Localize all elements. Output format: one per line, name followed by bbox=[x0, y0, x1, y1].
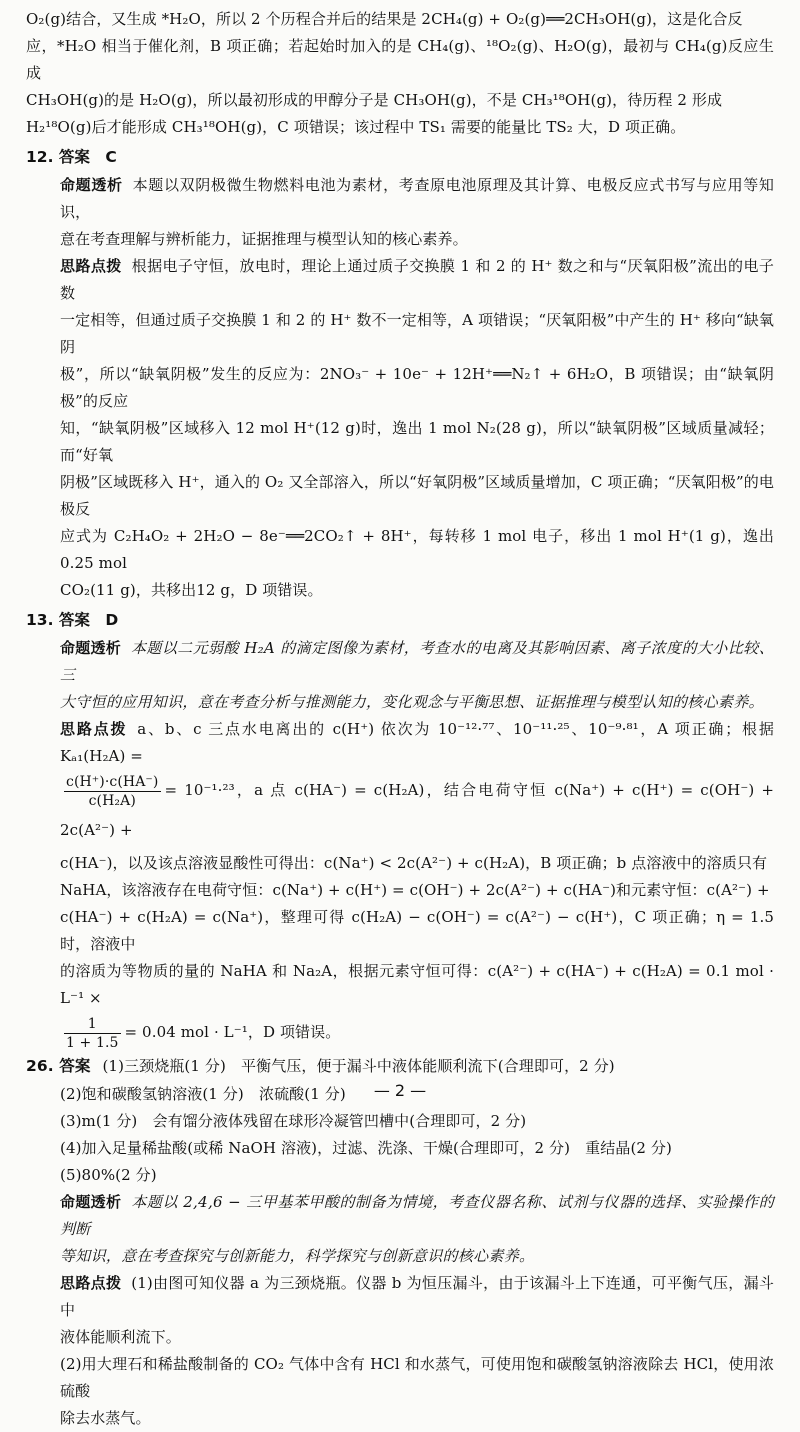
q13-mingti-cont: 大守恒的应用知识，意在考查分析与推测能力，变化观念与平衡思想、证据推理与模型认知的核心素养。 bbox=[60, 693, 764, 711]
silu-label: 思路点拨 bbox=[60, 720, 128, 738]
q12-silu-cont: 一定相等，但通过质子交换膜 1 和 2 的 H⁺ 数不一定相等，A 项错误；“厌氧阳极”中产生的 H⁺ 移向“缺氧阴 bbox=[60, 311, 774, 356]
ratio-fraction bbox=[64, 1015, 121, 1052]
q26-silu-cont: (2)用大理石和稀盐酸制备的 CO₂ 气体中含有 HCl 和水蒸气，可使用饱和碳酸氢钠溶液除去 HCl，使用浓硫酸 bbox=[60, 1355, 774, 1400]
q13-mingti-text: 本题以二元弱酸 H₂A 的滴定图像为素材，考查水的电离及其影响因素、离子浓度的大小比较、三 bbox=[60, 639, 775, 684]
fraction-numerator: 1 bbox=[64, 1015, 121, 1034]
q13-silu-text: = 0.04 mol · L⁻¹，D 项错误。 bbox=[124, 1023, 341, 1041]
q13-silu-cont: NaHA，该溶液存在电荷守恒：c(Na⁺) + c(H⁺) = c(OH⁻) + 2c(A²⁻) + c(HA⁻)和元素守恒：c(A²⁻) + bbox=[60, 881, 770, 899]
q11-line: 应，*H₂O 相当于催化剂，B 项正确；若起始时加入的是 CH₄(g)、¹⁸O₂(g)、H₂O(g)，最初与 CH₄(g)反应生成 bbox=[26, 37, 774, 82]
q26-answer-line bbox=[26, 1052, 774, 1081]
q13-mingti bbox=[26, 635, 774, 689]
q13-silu-text: a、b、c 三点水电离出的 c(H⁺) 依次为 10⁻¹²·⁷⁷、10⁻¹¹·²⁵、10⁻⁹·⁸¹，A 项正确；根据 Kₐ₁(H₂A) = bbox=[60, 720, 774, 765]
q13-heading: 13. 答案 D bbox=[26, 611, 119, 629]
q13-silu-cont: c(HA⁻) + c(H₂A) = c(Na⁺)，整理可得 c(H₂A) − c(OH⁻) = c(A²⁻) − c(H⁺)，C 项正确；η = 1.5 时，溶液中 bbox=[60, 908, 774, 953]
q12-silu-text: 根据电子守恒，放电时，理论上通过质子交换膜 1 和 2 的 H⁺ 数之和与“厌氧阳极”流出的电子数 bbox=[60, 257, 774, 302]
q26-silu-text: (1)由图可知仪器 a 为三颈烧瓶。仪器 b 为恒压漏斗，由于该漏斗上下连通，可平衡气压，漏斗中 bbox=[60, 1274, 774, 1319]
q13-silu-cont: c(HA⁻)，以及该点溶液显酸性可得出：c(Na⁺) < 2c(A²⁻) + c(H₂A)，B 项正确；b 点溶液中的溶质只有 bbox=[60, 854, 768, 872]
fraction-denominator: c(H₂A) bbox=[88, 792, 136, 809]
q13-silu-fraction-line bbox=[26, 770, 774, 850]
fraction-denominator: 1 + 1.5 bbox=[66, 1034, 119, 1051]
silu-label: 思路点拨 bbox=[60, 1274, 122, 1292]
q26-silu-cont: 液体能顺利流下。 bbox=[60, 1328, 181, 1346]
mingti-label: 命题透析 bbox=[60, 1193, 122, 1211]
q12-silu-cont: 极”，所以“缺氧阴极”发生的反应为：2NO₃⁻ + 10e⁻ + 12H⁺══N₂↑ + 6H₂O，B 项错误；由“缺氧阴极”的反应 bbox=[60, 365, 774, 410]
q26-answer: (3)m(1 分) 会有馏分液体残留在球形冷凝管凹槽中(合理即可，2 分) bbox=[60, 1112, 527, 1130]
page-number: — 2 — bbox=[373, 1081, 427, 1100]
q12-mingti-text: 本题以双阴极微生物燃料电池为素材，考查原电池原理及其计算、电极反应式书写与应用等知识， bbox=[60, 176, 775, 221]
q12-mingti bbox=[26, 172, 774, 226]
q13-silu-cont: 的溶质为等物质的量的 NaHA 和 Na₂A，根据元素守恒可得：c(A²⁻) + c(HA⁻) + c(H₂A) = 0.1 mol · L⁻¹ × bbox=[60, 962, 774, 1007]
q26-answer: (1)三颈烧瓶(1 分) 平衡气压，便于漏斗中液体能顺利流下(合理即可，2 分) bbox=[102, 1057, 615, 1075]
q11-line: H₂¹⁸O(g)后才能形成 CH₃¹⁸OH(g)，C 项错误；该过程中 TS₁ 需要的能量比 TS₂ 大，D 项正确。 bbox=[26, 118, 686, 136]
q26-silu bbox=[26, 1270, 774, 1324]
q26-silu-cont: 除去水蒸气。 bbox=[60, 1409, 151, 1427]
q11-line: CH₃OH(g)的是 H₂O(g)，所以最初形成的甲醇分子是 CH₃OH(g)，不是 CH₃¹⁸OH(g)，待历程 2 形成 bbox=[26, 91, 723, 109]
q11-line: O₂(g)结合，又生成 *H₂O，所以 2 个历程合并后的结果是 2CH₄(g) + O₂(g)══2CH₃OH(g)，这是化合反 bbox=[26, 10, 743, 28]
q26-answer: (5)80%(2 分) bbox=[60, 1166, 157, 1184]
q26-answer: (4)加入足量稀盐酸(或稀 NaOH 溶液)，过滤、洗涤、干燥(合理即可，2 分) 重结晶(2 分) bbox=[60, 1139, 672, 1157]
q12-silu-cont: 阴极”区域既移入 H⁺，通入的 O₂ 又全部溶入，所以“好氧阴极”区域质量增加，C 项正确；“厌氧阳极”的电极反 bbox=[60, 473, 774, 518]
q13-silu-fraction-line bbox=[26, 1012, 774, 1052]
fraction-numerator: c(H⁺)·c(HA⁻) bbox=[66, 773, 159, 790]
q13-silu-text: = 10⁻¹·²³，a 点 c(HA⁻) = c(H₂A)，结合电荷守恒 c(Na⁺) + c(H⁺) = c(OH⁻) + 2c(A²⁻) + bbox=[60, 781, 774, 839]
mingti-label: 命题透析 bbox=[60, 639, 121, 657]
q26-mingti bbox=[26, 1189, 774, 1243]
q12-silu-cont: 知，“缺氧阴极”区域移入 12 mol H⁺(12 g)时，逸出 1 mol N₂(28 g)，所以“缺氧阴极”区域质量减轻；而“好氧 bbox=[60, 419, 774, 464]
q26-heading: 26. 答案 bbox=[26, 1057, 91, 1075]
q12-silu bbox=[26, 253, 774, 307]
q12-heading: 12. 答案 C bbox=[26, 148, 117, 166]
mingti-label: 命题透析 bbox=[60, 176, 123, 194]
q12-silu-cont: 应式为 C₂H₄O₂ + 2H₂O − 8e⁻══2CO₂↑ + 8H⁺，每转移 1 mol 电子，移出 1 mol H⁺(1 g)，逸出 0.25 mol bbox=[60, 527, 774, 572]
silu-label: 思路点拨 bbox=[60, 257, 122, 275]
ka1-fraction bbox=[64, 773, 161, 810]
q12-silu-cont: CO₂(11 g)，共移出12 g，D 项错误。 bbox=[60, 581, 323, 599]
q26-answer: (2)饱和碳酸氢钠溶液(1 分) 浓硫酸(1 分) bbox=[60, 1085, 346, 1103]
q26-mingti-text: 本题以 2,4,6 − 三甲基苯甲酸的制备为情境，考查仪器名称、试剂与仪器的选择、实验操作的判断 bbox=[60, 1193, 774, 1238]
q13-silu bbox=[26, 716, 774, 770]
q12-mingti-cont: 意在考查理解与辨析能力，证据推理与模型认知的核心素养。 bbox=[60, 230, 468, 248]
q26-mingti-cont: 等知识，意在考查探究与创新能力，科学探究与创新意识的核心素养。 bbox=[60, 1247, 535, 1265]
